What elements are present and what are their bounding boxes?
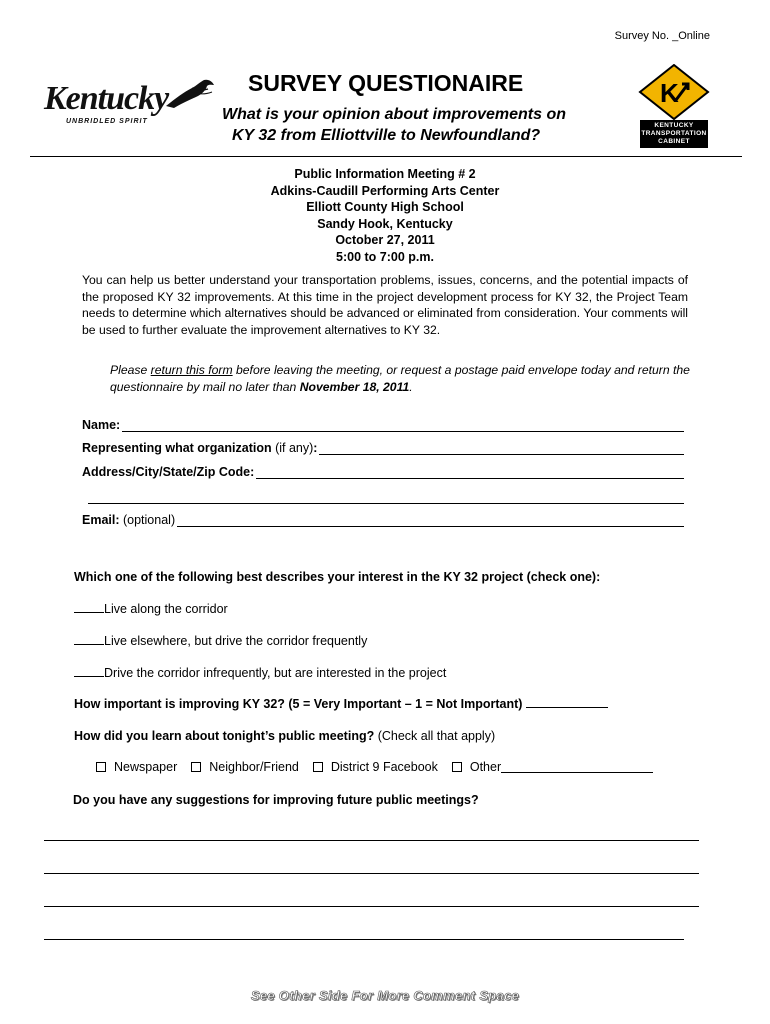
interest-option-3-label: Drive the corridor infrequently, but are interested in the project (104, 666, 447, 680)
newspaper-option (96, 760, 177, 774)
email-hint: (optional) (119, 513, 176, 527)
deadline-date: November 18, 2011 (299, 379, 410, 394)
return-form-link: return this form (150, 363, 233, 377)
learn-question-hint: (Check all that apply) (374, 729, 496, 743)
name-label: Name: (82, 418, 121, 432)
meeting-line-2: Adkins-Caudill Performing Arts Center (270, 183, 500, 198)
interest-option-1 (74, 602, 228, 616)
organization-row (82, 441, 684, 455)
organization-hint: (if any) (271, 441, 314, 455)
header-divider (30, 156, 742, 157)
newspaper-label: Newspaper (114, 760, 178, 774)
organization-colon: : (313, 441, 318, 455)
email-field[interactable] (177, 515, 684, 527)
note-text-3: . (409, 379, 413, 394)
meeting-line-1: Public Information Meeting # 2 (294, 167, 476, 181)
suggestions-line-4[interactable] (44, 939, 684, 940)
learn-question-text: How did you learn about tonight’s public meeting? (74, 729, 375, 743)
horse-icon (162, 76, 216, 114)
page-subtitle (222, 104, 566, 146)
suggestions-line-1[interactable] (44, 840, 699, 841)
other-checkbox[interactable] (452, 762, 462, 772)
other-label: Other (469, 760, 502, 774)
other-option (452, 760, 653, 774)
note-text-1: Please (110, 363, 151, 377)
meeting-line-4: Sandy Hook, Kentucky (317, 216, 453, 231)
interest-option-3-blank[interactable] (74, 666, 104, 677)
survey-number: Survey No. _Online (614, 30, 710, 42)
organization-label: Representing what organization (82, 441, 272, 455)
importance-rating-field[interactable] (526, 697, 608, 708)
name-field[interactable] (122, 420, 684, 432)
logo-tagline: UNBRIDLED SPIRIT (66, 118, 148, 125)
suggestions-question: Do you have any suggestions for improving future public meetings? (73, 793, 479, 807)
address-field-line-2[interactable] (88, 503, 684, 504)
name-row (82, 418, 684, 432)
address-row (82, 465, 684, 479)
neighbor-checkbox[interactable] (191, 762, 201, 772)
sign-label-line-1: KENTUCKY (654, 122, 694, 129)
email-row (82, 513, 684, 527)
learn-options (96, 760, 667, 774)
interest-option-1-label: Live along the corridor (104, 602, 228, 616)
kentucky-logo (44, 80, 194, 132)
interest-option-2 (74, 634, 367, 648)
subtitle-line-1: What is your opinion about improvements on (222, 106, 567, 123)
interest-option-1-blank[interactable] (74, 602, 104, 613)
address-field[interactable] (256, 467, 684, 479)
learn-question (74, 729, 495, 743)
interest-option-2-blank[interactable] (74, 634, 104, 645)
return-note (110, 362, 700, 395)
footer-note: See Other Side For More Comment Space (250, 988, 520, 1003)
neighbor-label: Neighbor/Friend (209, 760, 299, 774)
suggestions-line-3[interactable] (44, 906, 699, 907)
logo-wordmark: Kentucky (44, 80, 169, 117)
importance-question (74, 697, 608, 711)
facebook-option (313, 760, 438, 774)
other-field[interactable] (501, 762, 653, 773)
page-title: SURVEY QUESTIONAIRE (248, 70, 524, 96)
sign-label-line-3: CABINET (658, 138, 690, 145)
interest-option-2-label: Live elsewhere, but drive the corridor frequently (104, 634, 368, 648)
meeting-info (0, 166, 770, 265)
transportation-cabinet-logo (638, 64, 710, 154)
interest-question: Which one of the following best describes your interest in the KY 32 project (check one): (74, 570, 601, 584)
facebook-label: District 9 Facebook (330, 760, 438, 774)
address-label: Address/City/State/Zip Code: (82, 465, 255, 479)
svg-text:K: K (660, 78, 679, 108)
email-label: Email: (82, 513, 120, 527)
meeting-line-6: 5:00 to 7:00 p.m. (336, 249, 434, 264)
newspaper-checkbox[interactable] (96, 762, 106, 772)
meeting-line-5: October 27, 2011 (335, 233, 435, 247)
sign-label (640, 120, 708, 148)
sign-label-line-2: TRANSPORTATION (641, 130, 707, 137)
note-text-2: before leaving the meeting, or request a postage paid envelope today and return the questionnaire by mail no later than (110, 363, 690, 394)
organization-field[interactable] (319, 443, 684, 455)
diamond-sign-icon (638, 64, 710, 120)
importance-question-text: How important is improving KY 32? (5 = Very Important – 1 = Not Important) (74, 697, 523, 711)
meeting-line-3: Elliott County High School (306, 200, 464, 214)
intro-paragraph: You can help us better understand your transportation problems, issues, concerns, and the potential impacts of the proposed KY 32 improvements. At this time in the project development process for KY 32, the Project Team needs to determine which alternatives should be advanced or eliminated from consideration. Your comments will be used to further evaluate the improvement alternatives to KY 32. (82, 273, 688, 337)
subtitle-line-2: KY 32 from Elliottville to Newfoundland? (232, 127, 541, 144)
suggestions-line-2[interactable] (44, 873, 699, 874)
interest-option-3 (74, 666, 446, 680)
neighbor-option (191, 760, 299, 774)
facebook-checkbox[interactable] (313, 762, 323, 772)
